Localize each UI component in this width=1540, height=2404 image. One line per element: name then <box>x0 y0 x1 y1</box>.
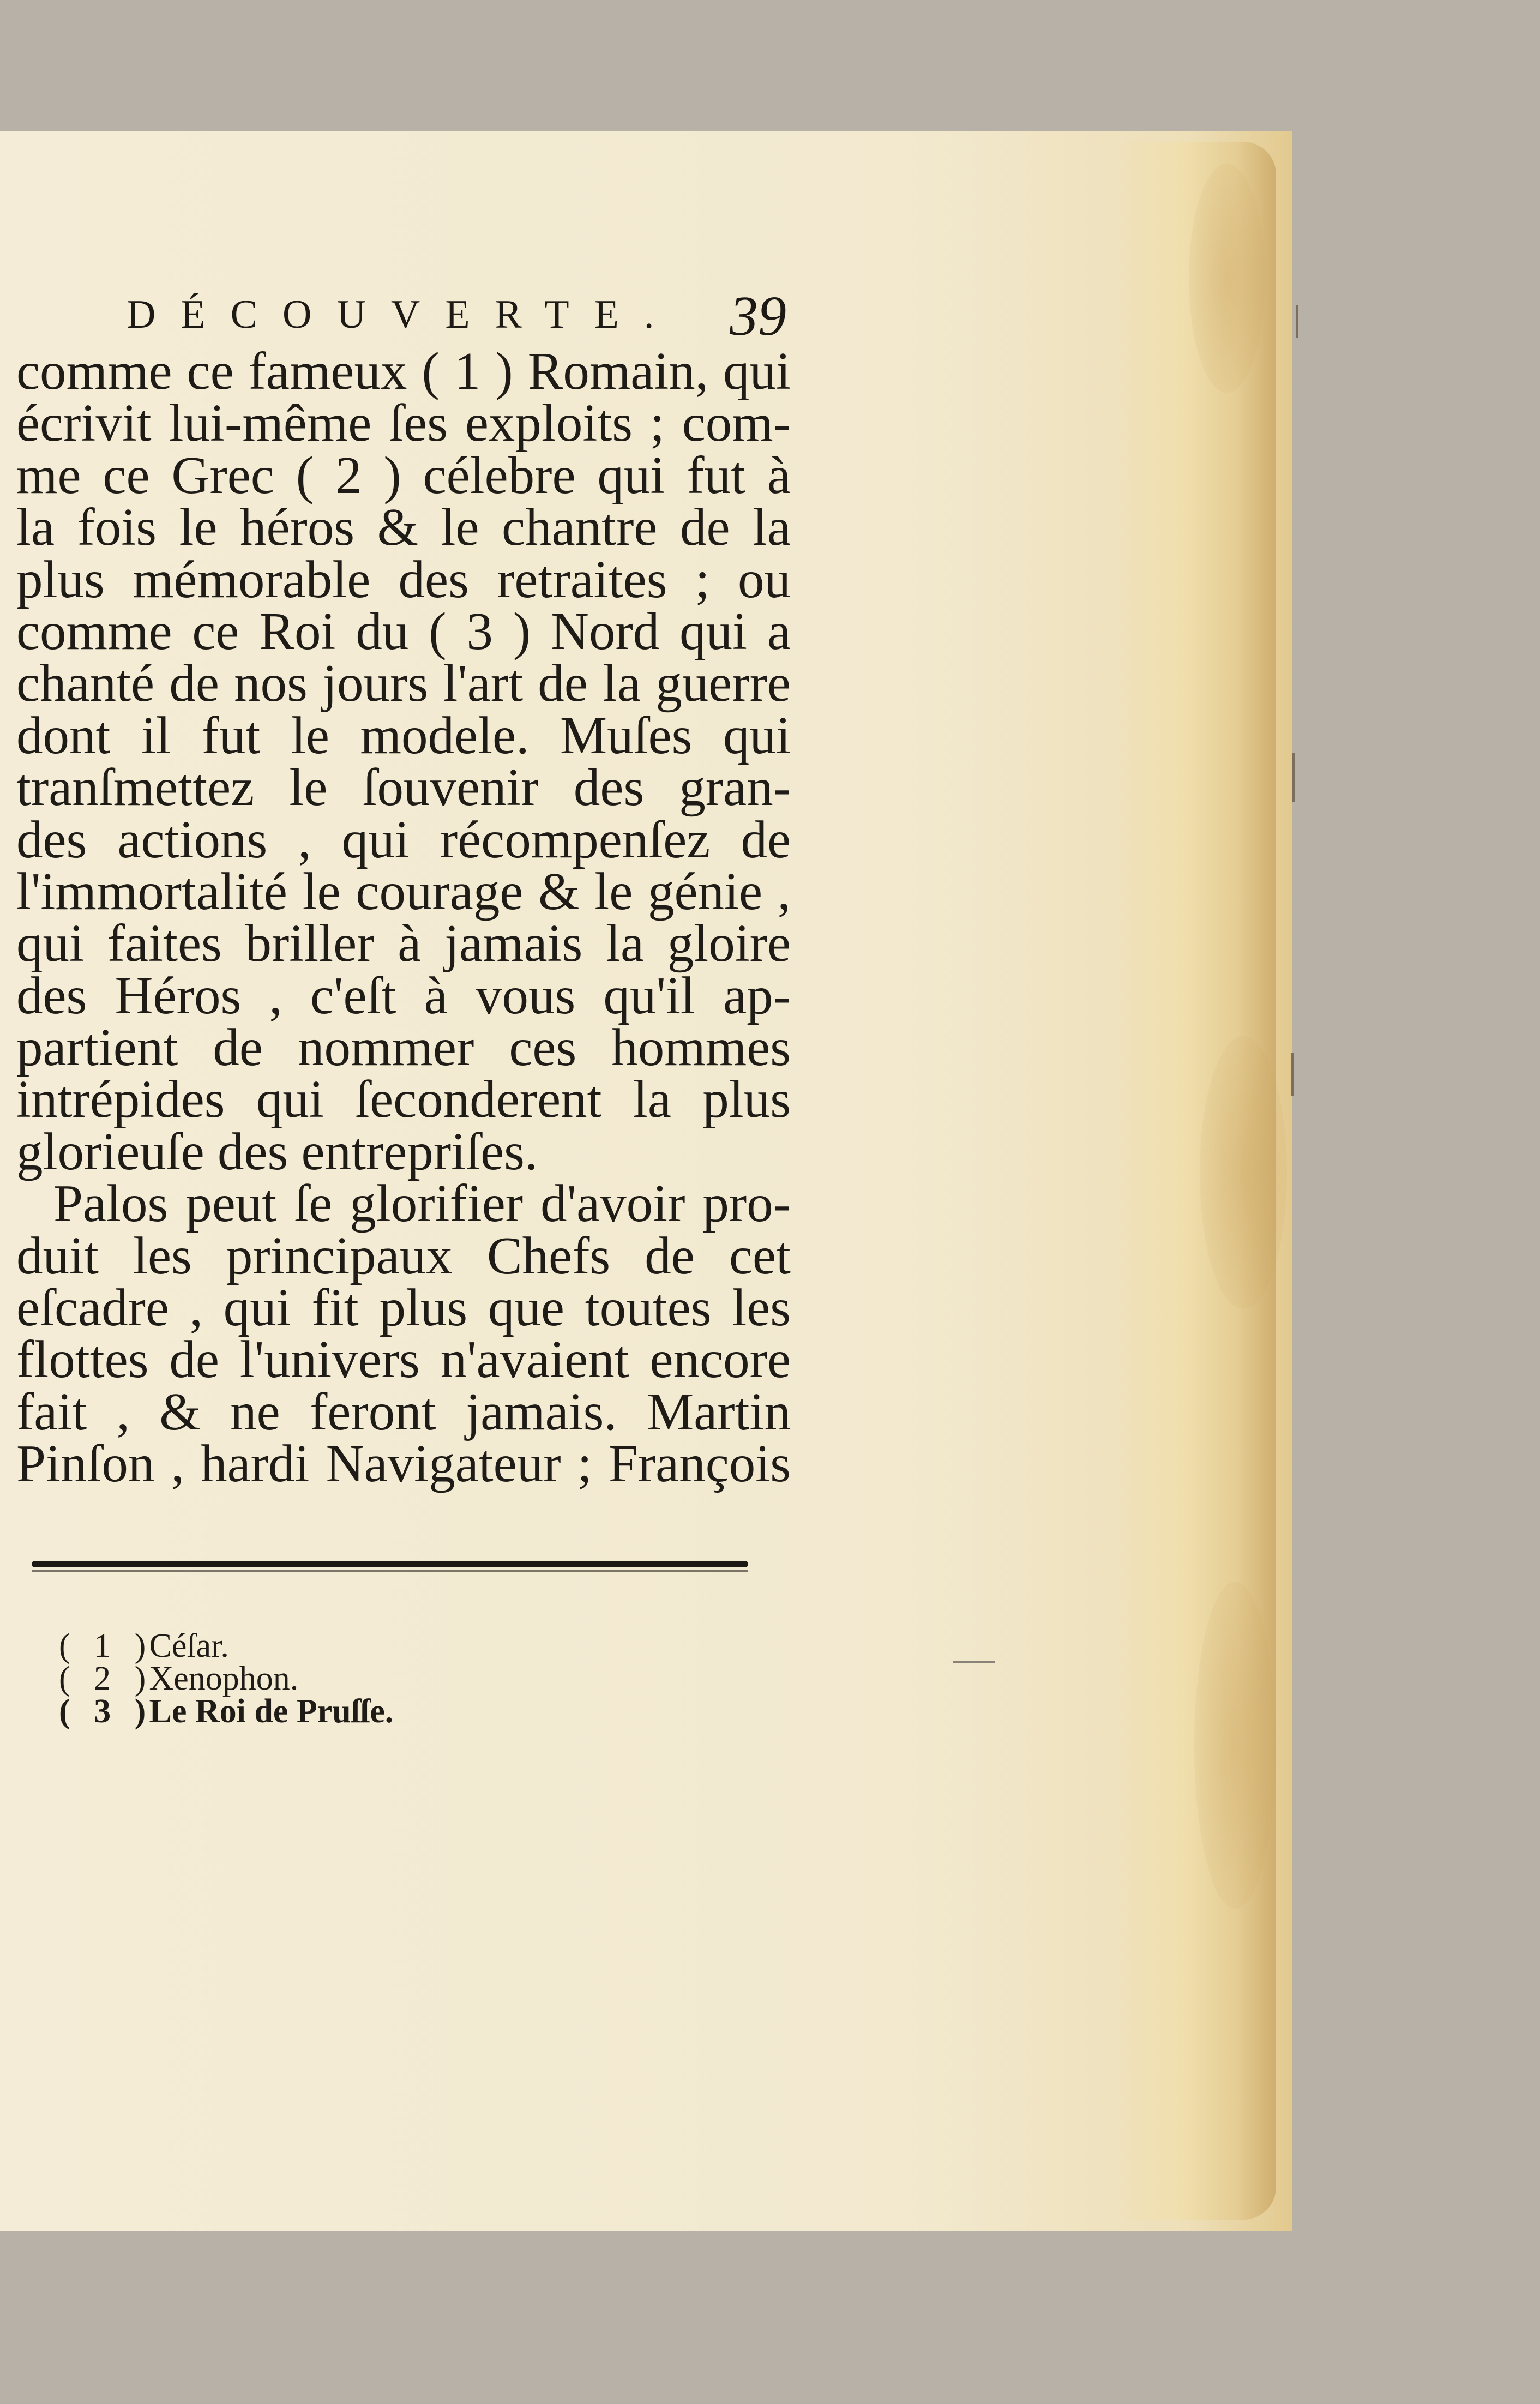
footnote <box>59 1627 393 1664</box>
running-head: DÉCOUVERTE. <box>127 292 679 337</box>
body-text <box>16 342 791 1493</box>
text-line: intrépides qui ſeconderent la plus <box>16 1070 791 1129</box>
text-line: comme ce fameux ( 1 ) Romain, qui <box>16 342 791 400</box>
footnote-text: Xenophon. <box>149 1660 299 1697</box>
text-line: duit les principaux Chefs de cet <box>16 1226 791 1285</box>
page-number: 39 <box>730 285 786 347</box>
footnote-text: Le Roi de Pruſſe. <box>149 1693 394 1730</box>
text-line: glorieuſe des entrepriſes. <box>16 1122 538 1181</box>
text-line: eſcadre , qui fit plus que toutes les <box>16 1278 791 1337</box>
text-line: fait , & ne feront jamais. Martin <box>16 1382 791 1441</box>
foxing-stain <box>1189 164 1265 393</box>
text-line: plus mémorable des retraites ; ou <box>16 550 791 609</box>
margin-dash <box>953 1661 995 1663</box>
footnote-mark: ( 1 ) <box>59 1627 154 1664</box>
text-line: me ce Grec ( 2 ) célebre qui fut à <box>16 446 791 504</box>
text-line: chanté de nos jours l'art de la guerre <box>16 654 791 713</box>
footnote-rule <box>32 1561 748 1567</box>
page-edge-mark <box>1296 305 1298 338</box>
footnote <box>59 1695 393 1728</box>
text-line: écrivit lui-même ſes exploits ; com- <box>16 394 791 453</box>
page-edge-mark <box>1291 1053 1294 1096</box>
page-edge-mark <box>1292 753 1295 802</box>
footnote <box>59 1662 393 1695</box>
footnote-rule-shadow <box>32 1570 748 1572</box>
text-line: comme ce Roi du ( 3 ) Nord qui a <box>16 602 791 660</box>
footnotes <box>59 1627 394 1730</box>
footnote-mark: ( 3 ) <box>59 1693 154 1730</box>
text-line: Palos peut ſe glorifier d'avoir pro- <box>53 1174 791 1233</box>
text-line: des Héros , c'eſt à vous qu'il ap- <box>16 966 791 1025</box>
text-line: la fois le héros & le chantre de la <box>16 498 791 557</box>
text-line: dont il fut le modele. Muſes qui <box>16 706 791 765</box>
text-line: des actions , qui récompenſez de <box>16 810 791 869</box>
foxing-stain <box>1194 1582 1276 1909</box>
footnote-text: Céſar. <box>149 1627 229 1664</box>
text-line: l'immortalité le courage & le génie , <box>16 862 791 921</box>
text-line: qui faites briller à jamais la gloire <box>16 914 791 973</box>
foxing-stain <box>1200 1036 1287 1309</box>
text-line: Pinſon , hardi Navigateur ; François <box>16 1434 791 1493</box>
text-line: partient de nommer ces hommes <box>16 1018 791 1077</box>
text-line: flottes de l'univers n'avaient encore <box>16 1330 791 1389</box>
footnote-mark: ( 2 ) <box>59 1660 154 1697</box>
text-line: tranſmettez le ſouvenir des gran- <box>16 758 791 817</box>
